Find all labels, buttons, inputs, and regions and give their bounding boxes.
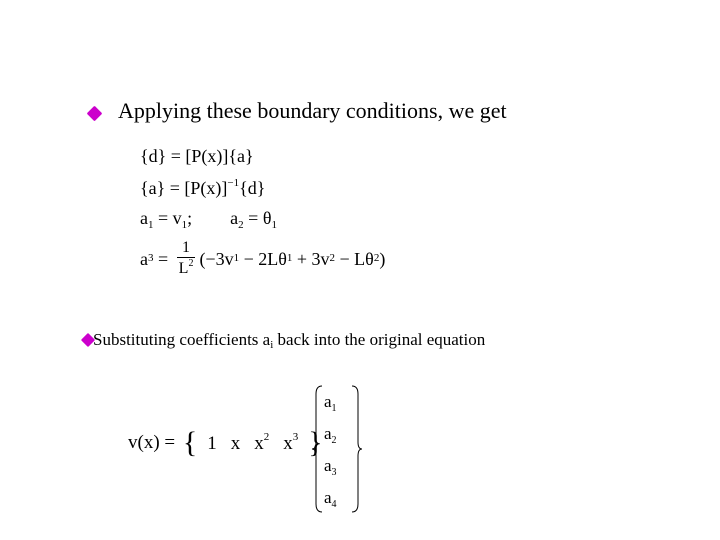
equation-a-equals-pinv-d: $\{a\} = [P(x)]^{-1}\{d\}$	[140, 177, 266, 198]
row-vector-entry: x	[230, 433, 241, 454]
bullet-diamond-icon	[87, 106, 103, 122]
right-brace: }	[308, 426, 323, 459]
left-brace: {	[182, 426, 198, 459]
row-vector-entry: $x^3$	[283, 431, 299, 454]
row-vector-entry: 1	[207, 433, 217, 454]
column-vector-entry: $a_3$	[324, 456, 337, 478]
column-vector-entry: $a_4$	[324, 488, 337, 510]
equation-d-equals-pa: {d} = [P(x)]{a}	[140, 146, 254, 166]
equation-a3: a 3 = $\frac{1}{L^2}$ (−3v 1 − 2Lθ 1 + 3v 2 − Lθ 2 )	[140, 239, 386, 277]
column-vector-entry: $a_1$	[324, 392, 337, 414]
row-vector-entry: $x^2$	[254, 431, 270, 454]
column-vector-brace-icon	[312, 384, 362, 514]
fraction-one-over-l-squared: $\frac{1}{L^2}$	[178, 239, 194, 277]
column-vector-a	[312, 384, 362, 514]
bullet-text-substituting: Substituting coefficients $a_i$ back into the original equation	[93, 330, 486, 351]
equation-v-of-x: v(x) = { 1 x $x^2$ $x^3$ }	[128, 426, 323, 459]
equation-a1-a2: $a_1 = v_1$; $a_2 = \theta_1$	[140, 208, 277, 231]
column-vector-entry: $a_2$	[324, 424, 337, 446]
bullet-text-boundary-conditions: Applying these boundary conditions, we get	[118, 98, 507, 123]
